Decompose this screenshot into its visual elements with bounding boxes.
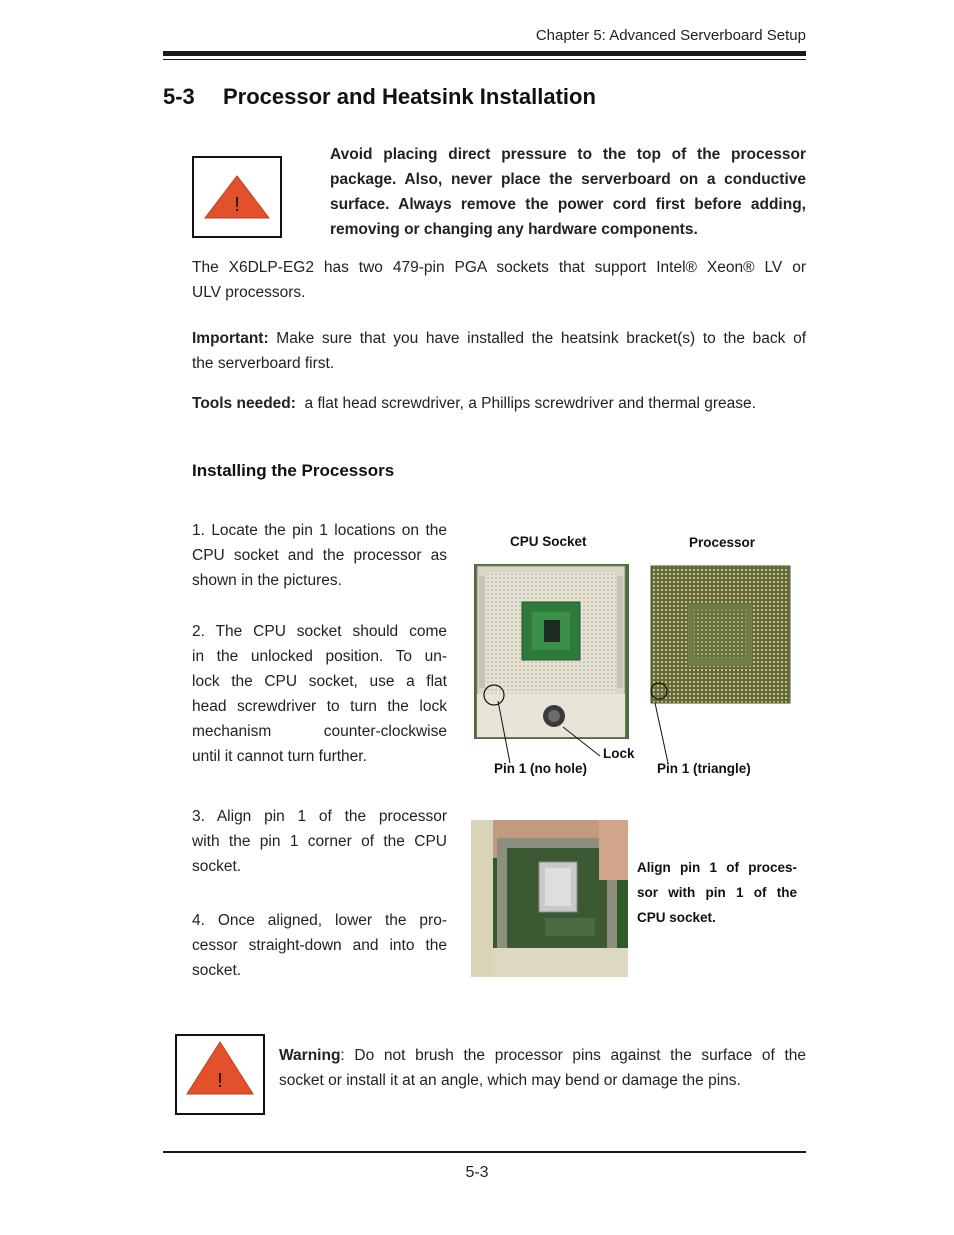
warning-text-line-2: socket or install it at an angle, which may bend or damage the pins. [279,1072,741,1089]
figure-2-caption [637,855,797,930]
tools-paragraph [192,391,806,416]
important-paragraph [192,326,806,376]
figure-2-caption-line: CPU socket. [637,910,716,925]
section-title [163,84,596,110]
step-4-line: 4. Once aligned, lower the pro- [192,912,447,929]
caution-text [330,142,806,242]
step-2-line: 2. The CPU socket should come [192,623,447,640]
processor-insertion-photo [471,820,628,977]
step-1-line: 1. Locate the pin 1 locations on the [192,522,447,539]
section-number: 5-3 [163,84,195,109]
step-3-line: socket. [192,858,242,875]
figure-2-caption-line: sor with pin 1 of the [637,885,797,900]
processor-caption: Processor [689,535,756,550]
intro-line-2: ULV processors. [192,284,306,301]
step-3 [192,804,447,879]
intro-paragraph [192,255,806,305]
step-2 [192,619,447,769]
step-1-line: CPU socket and the processor as [192,547,447,564]
warning-text-line-1: : Do not brush the processor pins against the surface of the [340,1047,806,1064]
step-1-line: shown in the pictures. [192,572,342,589]
step-2-line: lock the CPU socket, use a flat [192,673,447,690]
important-label: Important: [192,330,269,347]
page-number: 5-3 [465,1164,489,1181]
important-line-2: the serverboard first. [192,355,335,372]
warning-triangle-icon [177,1036,263,1113]
pin1-socket-caption: Pin 1 (no hole) [494,761,587,776]
caution-line-4: removing or changing any hardware components. [330,221,698,238]
step-3-line: with the pin 1 corner of the CPU [192,833,447,850]
step-4 [192,908,447,983]
pin1-processor-caption: Pin 1 (triangle) [657,761,751,776]
caution-line-2: package. Also, never place the serverboard on a conductive [330,171,806,188]
step-3-line: 3. Align pin 1 of the processor [192,808,447,825]
tools-label: Tools needed: [192,395,296,412]
warning-glyph: ! [234,194,240,216]
footer-rule [163,1151,806,1153]
step-2-line: head screwdriver to turn the lock [192,698,447,715]
chapter-header: Chapter 5: Advanced Serverboard Setup [535,27,806,44]
figure-2-caption-line: Align pin 1 of proces- [637,860,797,875]
warning-triangle-icon [194,158,280,236]
intro-line-1: The X6DLP-EG2 has two 479-pin PGA sockets that support Intel® Xeon® LV or [192,259,806,276]
warning-text [279,1043,806,1093]
caution-icon-box [192,156,282,238]
step-1 [192,518,447,593]
tools-text: a flat head screwdriver, a Phillips screwdriver and thermal grease. [295,395,756,412]
header-rule-thick [163,51,806,56]
step-4-line: socket. [192,962,242,979]
step-2-line: in the unlocked position. To un- [192,648,447,665]
step-4-line: cessor straight-down and into the [192,937,447,954]
warning-glyph: ! [217,1070,223,1092]
cpu-socket-caption: CPU Socket [510,534,587,549]
caution-line-3: surface. Always remove the power cord first before adding, [330,196,806,213]
installing-subheading: Installing the Processors [192,461,395,480]
caution-line-1: Avoid placing direct pressure to the top of the processor [330,146,806,163]
header-rule-thin [163,59,806,60]
important-text: Make sure that you have installed the heatsink bracket(s) to the back of [268,330,806,347]
warning-label: Warning [279,1047,341,1064]
warning-icon-box [175,1034,265,1115]
section-title-text: Processor and Heatsink Installation [223,84,596,109]
step-2-line: until it cannot turn further. [192,748,367,765]
lock-caption: Lock [603,746,635,761]
step-2-line: mechanism counter-clockwise [192,723,447,740]
